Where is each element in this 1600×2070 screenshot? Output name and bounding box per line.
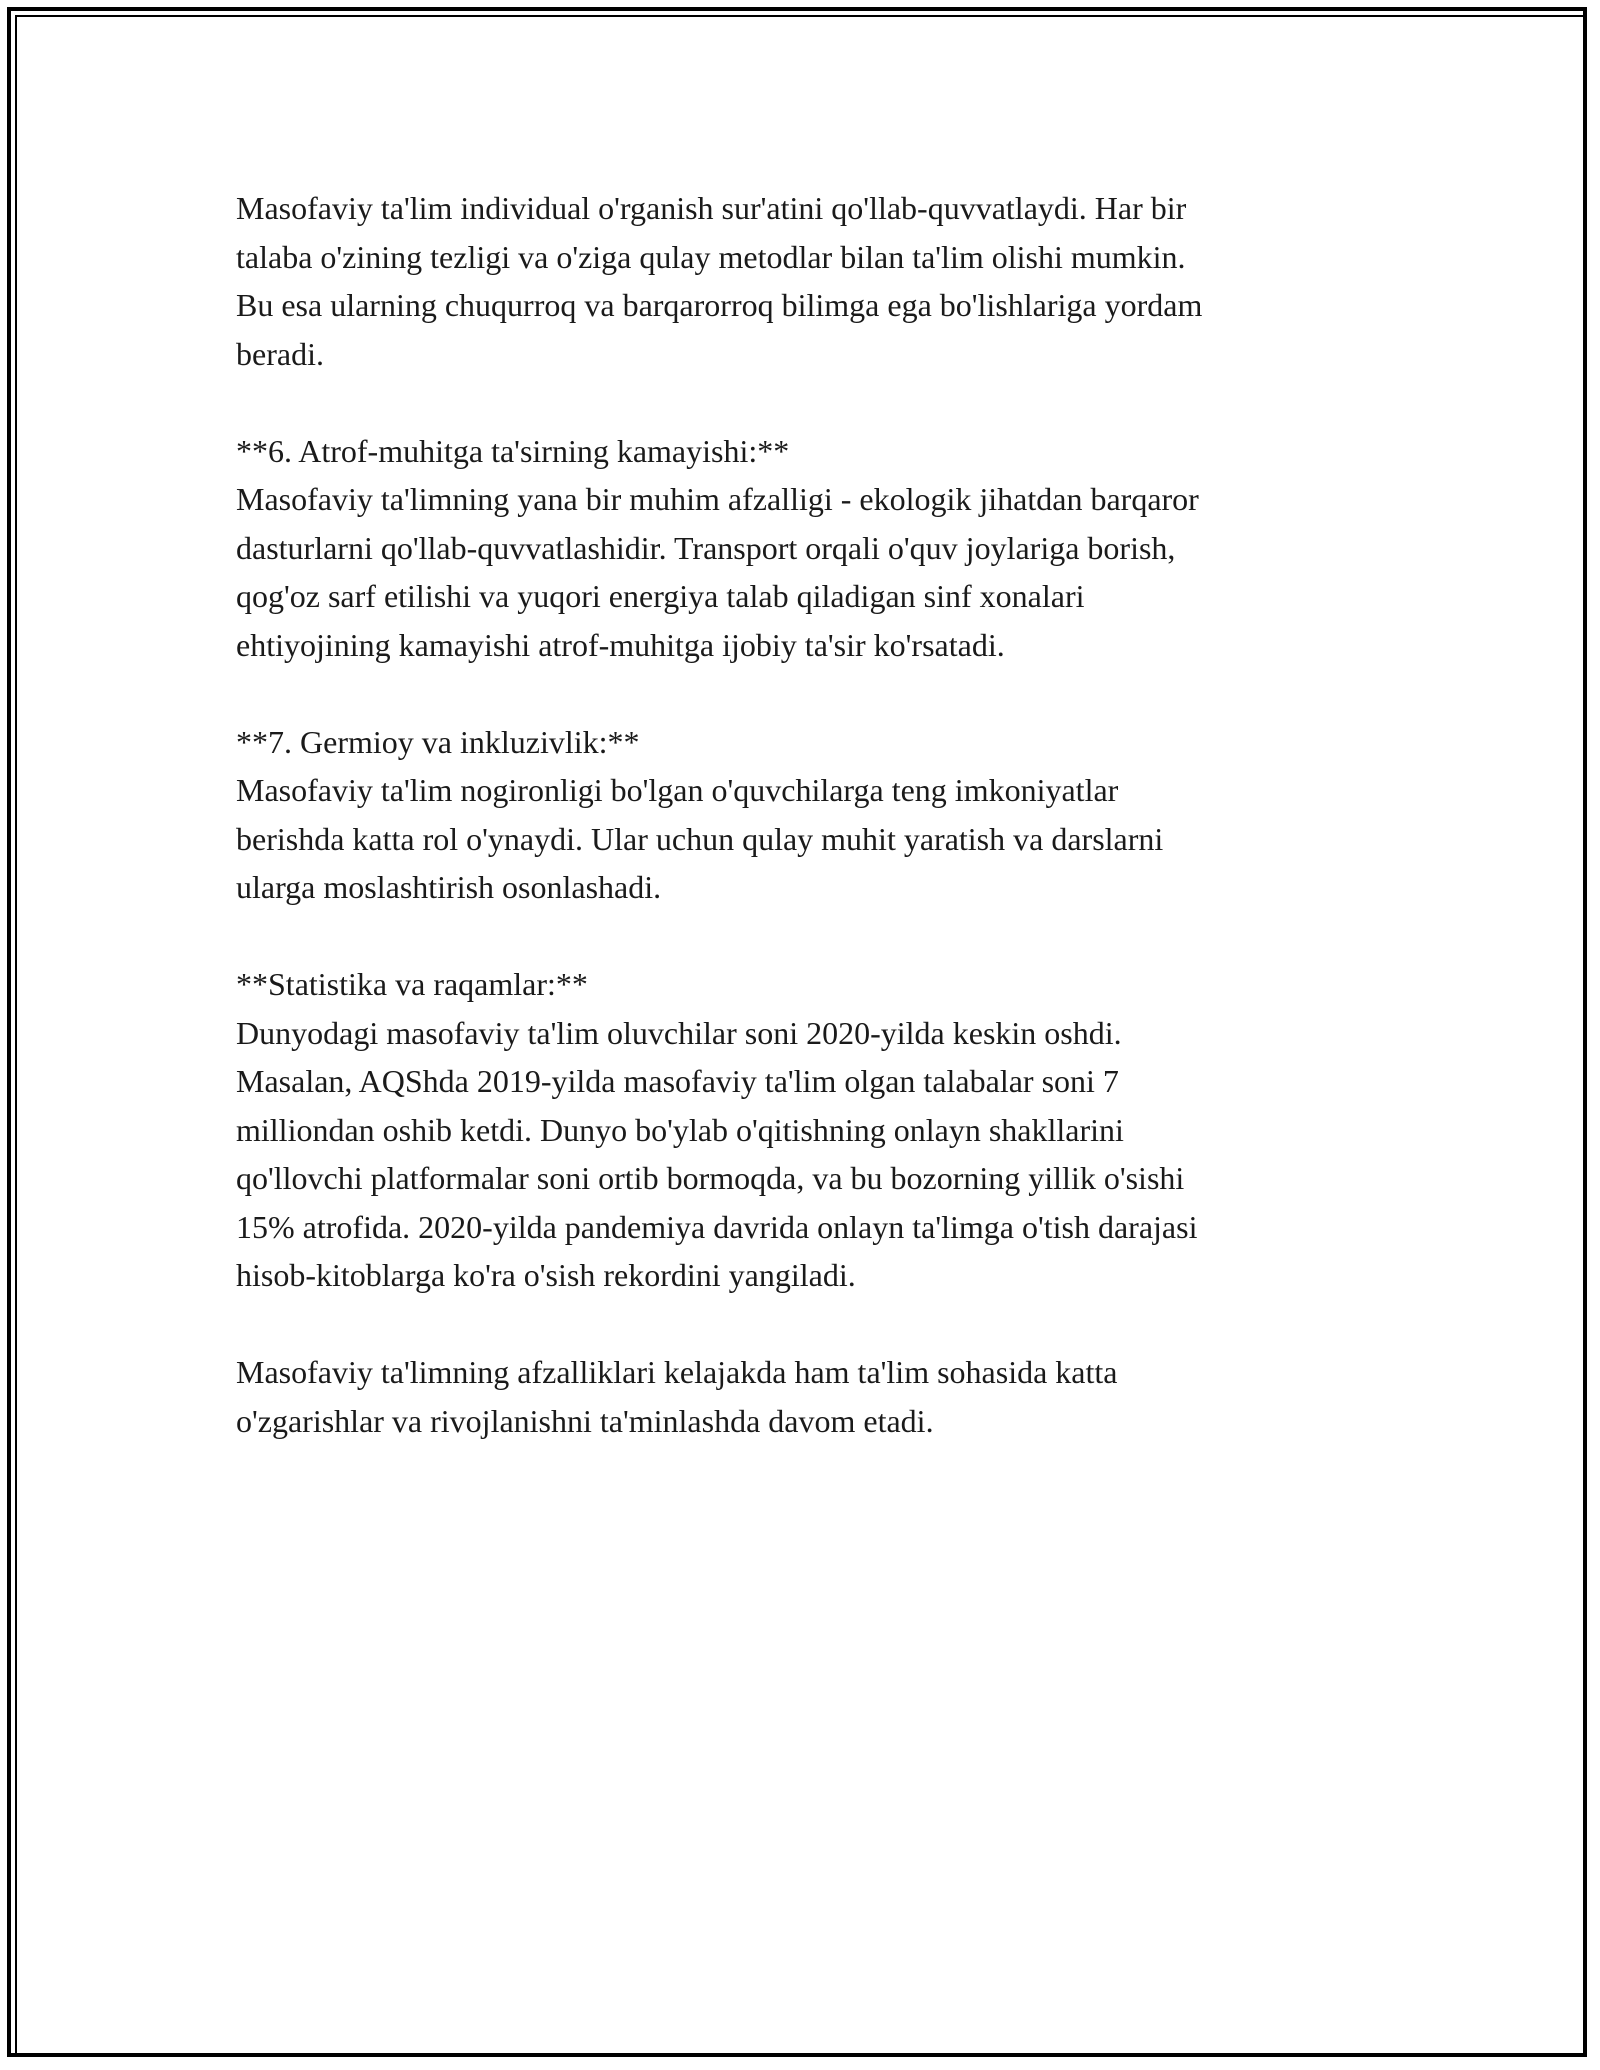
document-body xyxy=(236,184,1366,1445)
text-line: talaba o'zining tezligi va o'ziga qulay metodlar bilan ta'lim olishi mumkin. xyxy=(236,238,1186,275)
section-statistics xyxy=(236,960,1366,1300)
paragraph-intro xyxy=(236,184,1366,378)
paragraph-gap xyxy=(236,912,1366,961)
text-line: beradi. xyxy=(236,335,324,372)
text-line: ehtiyojining kamayishi atrof-muhitga ijobiy ta'sir ko'rsatadi. xyxy=(236,626,1005,663)
text-line: milliondan oshib ketdi. Dunyo bo'ylab o'qitishning onlayn shakllarini xyxy=(236,1111,1124,1148)
section-heading: **6. Atrof-muhitga ta'sirning kamayishi:** xyxy=(236,432,790,469)
text-line: ularga moslashtirish osonlashadi. xyxy=(236,869,662,905)
section-heading: **7. Germioy va inkluzivlik:** xyxy=(236,723,640,760)
text-line: Masofaviy ta'lim nogironligi bo'lgan o'quvchilarga teng imkoniyatlar xyxy=(236,772,1119,808)
text-line: dasturlarni qo'llab-quvvatlashidir. Transport orqali o'quv joylariga borish, xyxy=(236,529,1176,566)
text-line: 15% atrofida. 2020-yilda pandemiya davrida onlayn ta'limga o'tish darajasi xyxy=(236,1208,1198,1245)
paragraph-gap xyxy=(236,669,1366,718)
paragraph-gap xyxy=(236,378,1366,427)
section-heading: **Statistika va raqamlar:** xyxy=(236,966,588,1002)
text-line: Dunyodagi masofaviy ta'lim oluvchilar soni 2020-yilda keskin oshdi. xyxy=(236,1014,1122,1051)
text-line: o'zgarishlar va rivojlanishni ta'minlashda davom etadi. xyxy=(236,1402,934,1439)
text-line: Bu esa ularning chuqurroq va barqarorroq bilimga ega bo'lishlariga yordam xyxy=(236,287,1203,323)
text-line: Masalan, AQShda 2019-yilda masofaviy ta'lim olgan talabalar soni 7 xyxy=(236,1063,1119,1099)
text-line: qog'oz sarf etilishi va yuqori energiya talab qiladigan sinf xonalari xyxy=(236,578,1085,614)
section-inclusivity xyxy=(236,718,1366,912)
text-line: Masofaviy ta'limning afzalliklari kelajakda ham ta'lim sohasida katta xyxy=(236,1354,1118,1390)
text-line: Masofaviy ta'limning yana bir muhim afzalligi - ekologik jihatdan barqaror xyxy=(236,481,1199,517)
text-line: hisob-kitoblarga ko'ra o'sish rekordini yangiladi. xyxy=(236,1257,856,1293)
section-environment xyxy=(236,427,1366,670)
text-line: berishda katta rol o'ynaydi. Ular uchun qulay muhit yaratish va darslarni xyxy=(236,820,1164,857)
paragraph-conclusion xyxy=(236,1348,1366,1445)
paragraph-gap xyxy=(236,1300,1366,1349)
text-line: qo'llovchi platformalar soni ortib bormoqda, va bu bozorning yillik o'sishi xyxy=(236,1160,1185,1196)
text-line: Masofaviy ta'lim individual o'rganish sur'atini qo'llab-quvvatlaydi. Har bir xyxy=(236,190,1187,226)
